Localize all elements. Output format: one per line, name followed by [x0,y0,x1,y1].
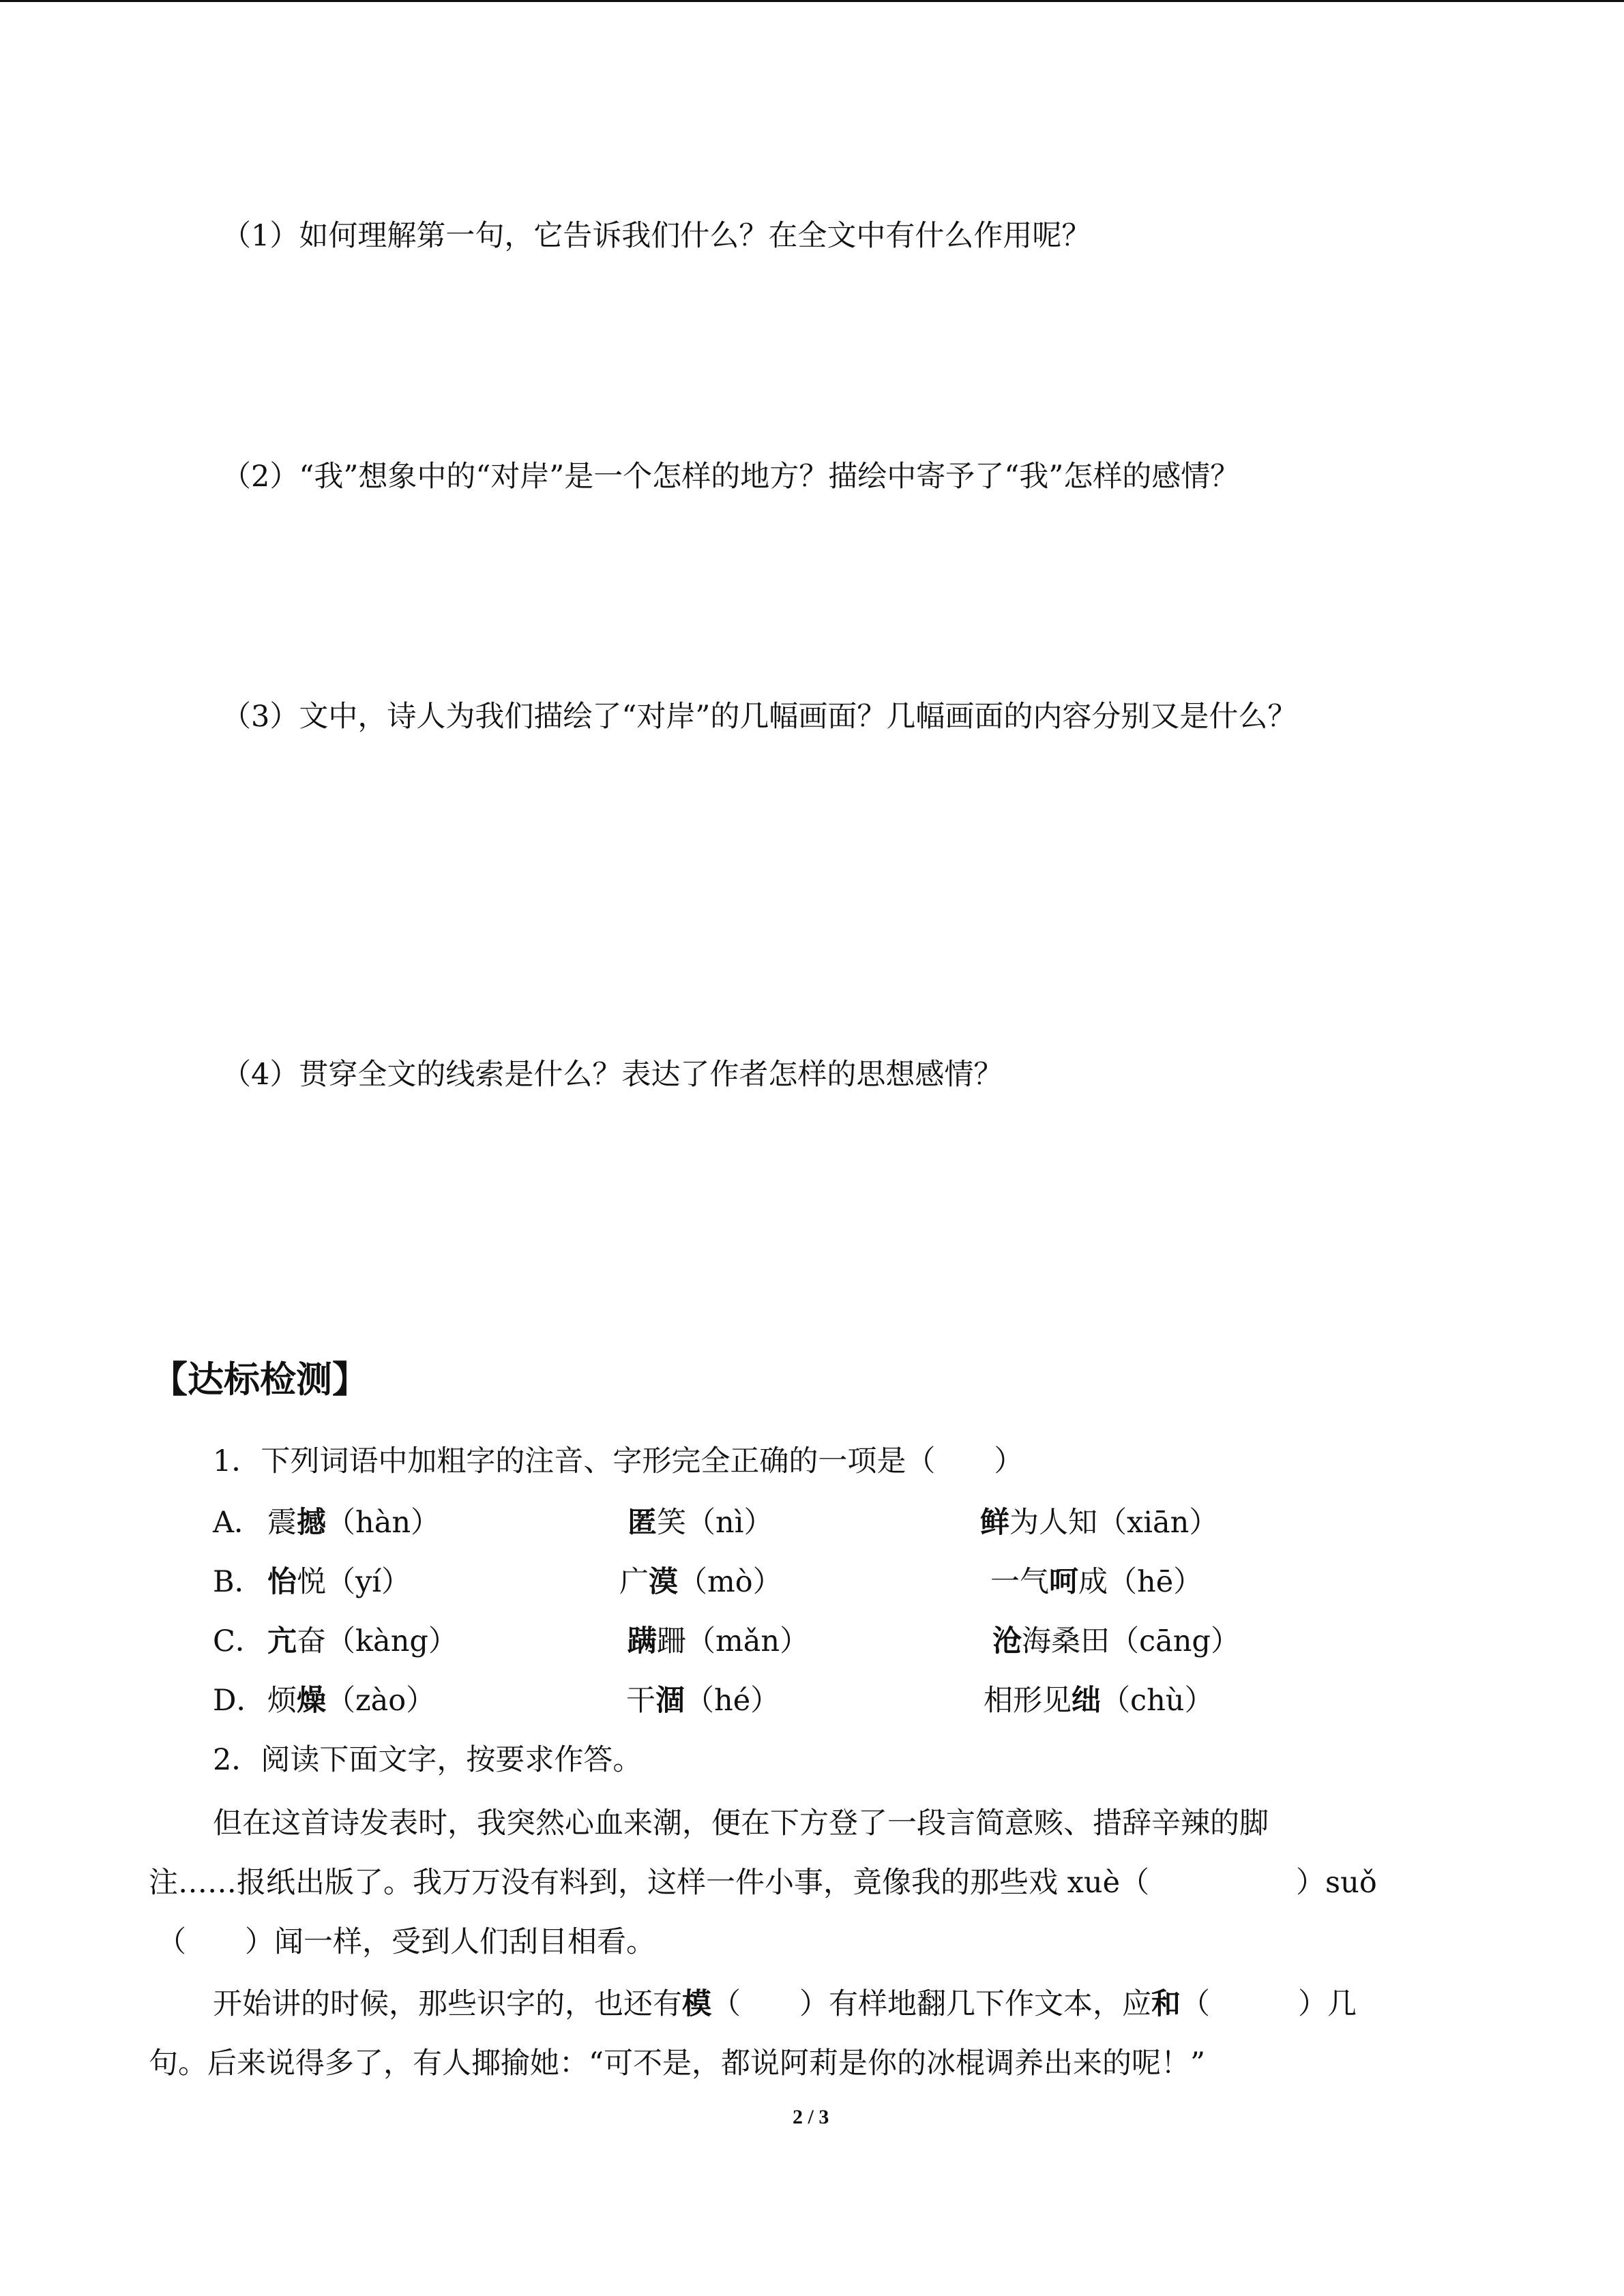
top-border-line [0,0,1624,2]
question-4: （4）贯穿全文的线索是什么？表达了作者怎样的思想感情？ [222,1058,1003,1092]
option-word: 沧海桑田（cāng） [992,1624,1240,1658]
option-label: D． [213,1684,266,1718]
option-word: 干涸（hé） [626,1684,780,1718]
option-word: 广漠（mò） [619,1565,782,1599]
option-word: 震撼（hàn） [267,1506,441,1540]
option-word: 亢奋（kàng） [267,1624,458,1658]
option-word: 怡悦（yí） [267,1565,411,1599]
passage-1-line-3: （ ）闻一样，受到人们刮目相看。 [157,1925,655,1959]
option-word: 一气呵成（hē） [990,1565,1203,1599]
passage-2-line-2: 句。后来说得多了，有人揶揄她：“可不是，都说阿莉是你的冰棍调养出来的呢！” [149,2046,1205,2081]
option-word: 蹒跚（mǎn） [628,1624,810,1658]
reading-question-stem: 2．阅读下面文字，按要求作答。 [213,1743,643,1777]
mc-question-stem: 1．下列词语中加粗字的注音、字形完全正确的一项是（ ） [213,1444,1024,1478]
page-number: 2 / 3 [793,2106,829,2128]
question-2: （2）“我”想象中的“对岸”是一个怎样的地方？描绘中寄予了“我”怎样的感情？ [222,460,1240,494]
option-label: C． [213,1624,265,1658]
section-heading: 【达标检测】 [151,1359,368,1401]
option-label: A． [213,1506,264,1540]
passage-2-line-1: 开始讲的时候，那些识字的，也还有模（ ）有样地翻几下作文本，应和（ ）几 [213,1987,1357,2021]
passage-1-line-2: 注……报纸出版了。我万万没有料到，这样一件小事，竟像我的那些戏 xuè（ ）suǒ [149,1866,1377,1900]
passage-1-line-1: 但在这首诗发表时，我突然心血来潮，便在下方登了一段言简意赅、措辞辛辣的脚 [213,1806,1269,1840]
question-3: （3）文中，诗人为我们描绘了“对岸”的几幅画面？几幅画面的内容分别又是什么？ [222,700,1297,734]
option-word: 匿笑（nì） [628,1506,773,1540]
option-word: 鲜为人知（xiān） [980,1506,1219,1540]
option-word: 相形见绌（chù） [984,1684,1214,1718]
option-word: 烦燥（zào） [267,1684,436,1718]
question-1: （1）如何理解第一句，它告诉我们什么？在全文中有什么作用呢？ [222,219,1091,253]
option-label: B． [213,1565,264,1599]
